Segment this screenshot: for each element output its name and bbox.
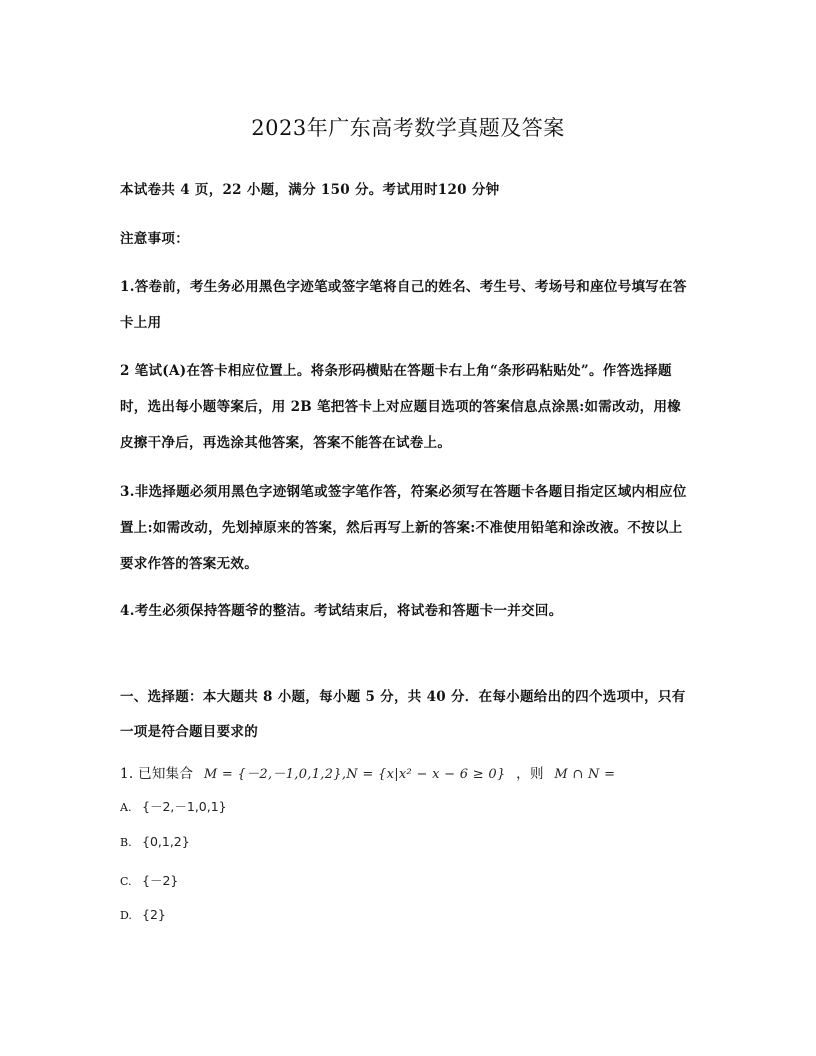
question-1-set-expression: M = {－2,－1,0,1,2},N = {x|x² − x − 6 ≥ 0} — [203, 767, 506, 782]
option-a-letter: A. — [120, 801, 132, 814]
page-title: 2023年广东高考数学真题及答案 — [251, 116, 565, 140]
section-1-line-2: 一项是符合题目要求的 — [120, 724, 258, 740]
notice-2-line-1: 2 笔试(A)在答卡相应位置上。将条形码横贴在答题卡右上角“条形码粘贴处”。作答选择题 — [120, 363, 672, 379]
question-1-mid: ，则 — [516, 766, 544, 782]
option-a — [120, 797, 227, 815]
section-1-line-1: 一、选择题：本大题共 8 小题，每小题 5 分，共 40 分．在每小题给出的四个选项中，只有 — [120, 689, 686, 705]
question-1-prefix: 1. 已知集合 — [120, 766, 194, 782]
option-c-letter: C. — [120, 875, 132, 888]
notice-2-line-2: 时，选出每小题等案后，用 2B 笔把答卡上对应题目选项的答案信息点涂黑:如需改动，用橡 — [120, 399, 682, 415]
option-d-value: {2} — [142, 907, 166, 922]
notice-heading: 注意事项： — [120, 231, 189, 247]
question-1 — [120, 762, 621, 782]
notice-1-line-2: 卡上用 — [120, 315, 162, 331]
notice-3-line-3: 要求作答的答案无效。 — [120, 556, 258, 572]
notice-3-line-1: 3.非选择题必须用黑色字迹钢笔或签字笔作答，符案必须写在答题卡各题目指定区域内相应位 — [120, 484, 687, 500]
option-a-value: {－2,－1,0,1} — [142, 799, 227, 814]
option-d — [120, 907, 166, 923]
intro-text: 本试卷共 4 页，22 小题，满分 150 分。考试用时120 分钟 — [120, 182, 500, 198]
option-b-value: {0,1,2} — [142, 834, 190, 849]
notice-2-line-3: 皮擦干净后，再选涂其他答案，答案不能答在试卷上。 — [120, 435, 452, 451]
option-c-value: {－2} — [142, 873, 179, 888]
notice-3-line-2: 置上:如需改动，先划掉原来的答案，然后再写上新的答案:不准使用铅笔和涂改液。不按以上 — [120, 520, 683, 536]
question-1-target-expression: M ∩ N = — [554, 767, 616, 782]
option-d-letter: D. — [120, 909, 132, 922]
option-c — [120, 871, 178, 889]
notice-4: 4.考生必须保持答题爷的整洁。考试结束后，将试卷和答题卡一并交回。 — [120, 603, 563, 619]
notice-1-line-1: 1.答卷前，考生务必用黑色字迹笔或签字笔将自己的姓名、考生号、考场号和座位号填写在答 — [120, 279, 687, 295]
option-b — [120, 834, 190, 850]
option-b-letter: B. — [120, 836, 132, 849]
